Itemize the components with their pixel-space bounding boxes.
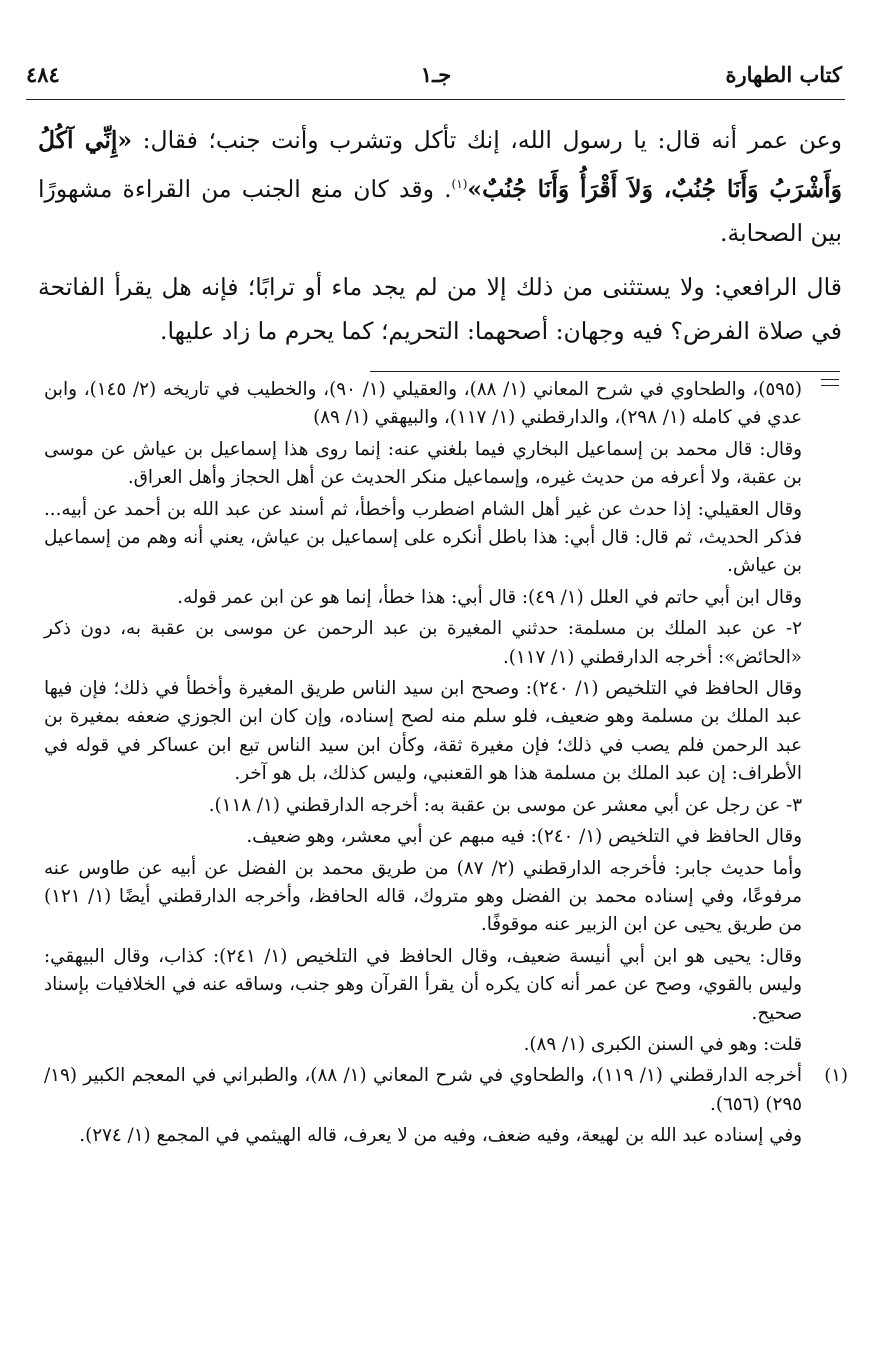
volume-label: جـ١	[420, 62, 452, 87]
footnote-line: وقال: يحيى هو ابن أبي أنيسة ضعيف، وقال الحافظ في التلخيص (١/ ٢٤١): كذاب، وقال البيهقي: وليس بالقوي، وصح عن عمر أنه كان يكره أن يقرأ القرآن وهو جنب، وساقه عنه في الخلافيات بإسناد صحيح.	[44, 945, 802, 1024]
footnotes	[44, 376, 848, 1154]
footnote-1: (١) أخرجه الدارقطني (١/ ١١٩)، والطحاوي في شرح المعاني (١/ ٨٨)، والطبراني في المعجم الكبير (١٩/ ٢٩٥) (٦٥٦).	[44, 1062, 802, 1119]
page-number: ٤٨٤	[26, 62, 60, 87]
header-divider	[26, 99, 845, 100]
footnote-line: وقال الحافظ في التلخيص (١/ ٢٤٠): فيه مبهم عن أبي معشر، وهو ضعيف.	[246, 826, 802, 848]
footnote-line: وقال: قال محمد بن إسماعيل البخاري فيما بلغني عنه: إنما روى هذا إسماعيل بن عياش عن موسى بن عقبة، ولا أعرفه من حديث غيره، وإسماعيل منكر الحديث عن أهل الحجاز وأهل العراق.	[44, 438, 802, 489]
footnote-line: وقال ابن أبي حاتم في العلل (١/ ٤٩): قال أبي: هذا خطأ، إنما هو عن ابن عمر قوله.	[177, 586, 802, 608]
footnote-line: وقال الحافظ في التلخيص (١/ ٢٤٠): وصحح ابن سيد الناس طريق المغيرة وأخطأ في ذلك؛ فإن فيها عبد الملك بن مسلمة وهو ضعيف، فلو سلم منه لصح إسناده، وإن كان ابن الجوزي ضعفه بمغيرة بن عبد الرحمن فلم يصب في ذلك؛ فإن مغيرة ثقة، وكأن ابن سيد الناس تبع ابن عساكر في قوله في الأطراف: إن عبد الملك بن مسلمة هذا هو القعنبي، وليس كذلك، بل هو آخر.	[44, 678, 802, 785]
footnote-ref-1[interactable]: (١)	[451, 177, 468, 191]
footnote-line: (٥٩٥)، والطحاوي في شرح المعاني (١/ ٨٨)، والعقيلي (١/ ٩٠)، والخطيب في تاريخه (٢/ ١٤٥)، وابن عدي في كامله (١/ ٢٩٨)، والدارقطني (١/ ١١٧)، والبيهقي (١/ ٨٩)	[44, 379, 802, 429]
main-paragraph-2: قال الرافعي: ولا يستثنى من ذلك إلا من لم يجد ماء أو ترابًا؛ فإنه هل يقرأ الفاتحة في صلاة الفرض؟ فيه وجهان: أصحهما: التحريم؛ كما يحرم ما زاد عليها.	[38, 272, 842, 345]
footnote-1-continued: وفي إسناده عبد الله بن لهيعة، وفيه ضعف، وفيه من لا يعرف، قاله الهيثمي في المجمع (١/ ٢٧٤).	[79, 1125, 802, 1147]
main-paragraph-1: وعن عمر أنه قال: يا رسول الله، إنك تأكل وتشرب وأنت جنب؛ فقال: «إِنِّي آكُلُ وَأَشْرَبُ وَأَنَا جُنُبٌ، وَلاَ أَقْرَأُ وَأَنَا جُنُبٌ»$^{(١)}$. وقد كان منع الجنب من القراءة مشهورًا بين الصحابة.	[38, 126, 842, 247]
book-title: كتاب الطهارة	[725, 62, 842, 87]
footnote-line: قلت: وهو في السنن الكبرى (١/ ٨٩).	[523, 1033, 802, 1055]
main-text	[38, 118, 842, 363]
footnote-continued-mark	[821, 379, 839, 391]
footnote-line: ٣- عن رجل عن أبي معشر عن موسى بن عقبة به: أخرجه الدارقطني (١/ ١١٨).	[208, 794, 802, 816]
footnote-number-1: (١)	[824, 1065, 848, 1087]
footnote-line: وقال العقيلي: إذا حدث عن غير أهل الشام اضطرب وأخطأ، ثم أسند عن عبد الله بن أحمد عن أبيه... فذكر الحديث، ثم قال: قال أبي: هذا باطل أنكره على إسماعيل بن عياش، يعني أنه وهم من إسماعيل بن عياش.	[44, 498, 802, 577]
footnote-line: وأما حديث جابر: فأخرجه الدارقطني (٢/ ٨٧) من طريق محمد بن الفضل عن أبيه عن طاوس عنه مرفوعًا، وفي إسناده محمد بن الفضل وهو متروك، قاله الحافظ، وأخرجه الدارقطني أيضًا (١/ ١٢١) من طريق يحيى عن ابن الزبير عنه موقوفًا.	[44, 857, 802, 936]
footnote-divider	[370, 371, 840, 372]
page-header	[26, 58, 842, 98]
footnote-line: ٢- عن عبد الملك بن مسلمة: حدثني المغيرة بن عبد الرحمن عن موسى بن عقبة به، دون ذكر «الحائض»: أخرجه الدارقطني (١/ ١١٧).	[44, 618, 802, 668]
hadith-quote: «إِنِّي آكُلُ وَأَشْرَبُ وَأَنَا جُنُبٌ، وَلاَ أَقْرَأُ وَأَنَا جُنُبٌ»	[38, 126, 842, 203]
